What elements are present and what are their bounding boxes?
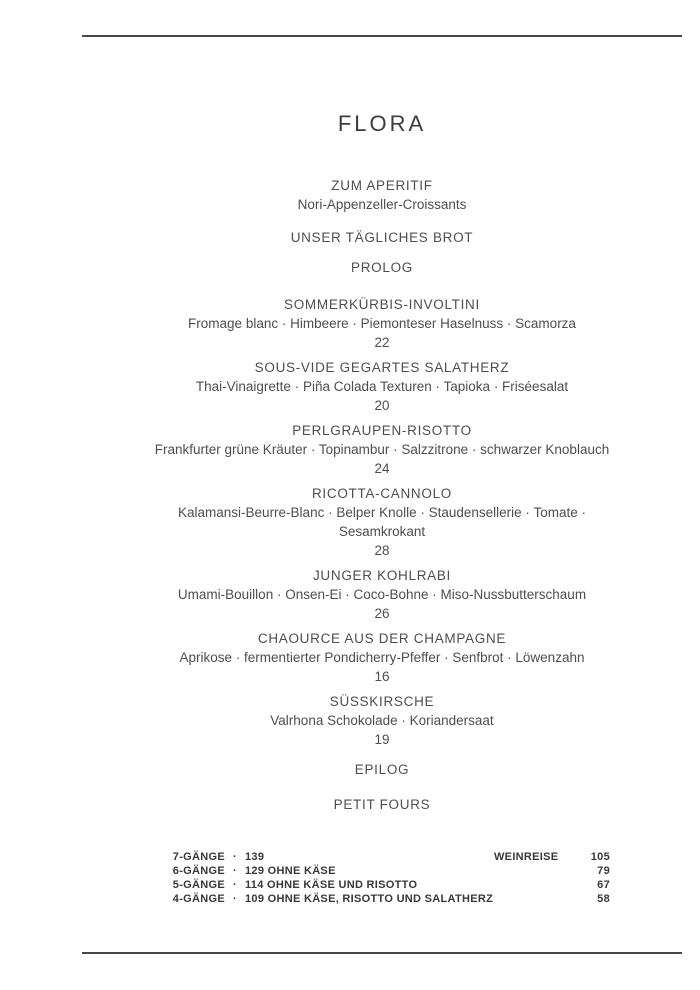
wine-pairing-price: 105 (590, 851, 610, 863)
wine-pairing-price: 58 (597, 893, 610, 905)
pricing-row (82, 864, 682, 878)
course-price: 19 (374, 732, 390, 747)
course-item (82, 566, 682, 623)
course-price: 28 (374, 543, 390, 558)
course-count-label: 7-GÄNGE (172, 851, 225, 863)
separator-dot: · (233, 865, 237, 877)
menu-page (82, 0, 682, 814)
course-description: Thai-Vinaigrette · Piña Colada Texturen · Tapioka · Friséesalat (195, 379, 569, 394)
course-name: PERLGRAUPEN-RISOTTO (292, 423, 472, 438)
course-item (82, 484, 682, 560)
intro-heading: ZUM APERITIF (331, 178, 433, 193)
course-count-label: 6-GÄNGE (172, 865, 225, 877)
course-description: Sesamkrokant (338, 524, 426, 539)
course-count-label: 5-GÄNGE (172, 879, 225, 891)
course-name: SOMMERKÜRBIS-INVOLTINI (284, 297, 480, 312)
bottom-rule (82, 952, 682, 954)
separator-dot: · (233, 879, 237, 891)
menu-price-description: 139 (245, 851, 265, 863)
intro-description: Nori-Appenzeller-Croissants (297, 197, 467, 212)
intro-section-aperitif (82, 176, 682, 214)
course-item (82, 358, 682, 415)
wine-pairing-price: 67 (597, 879, 610, 891)
course-description: Valrhona Schokolade · Koriandersaat (270, 713, 494, 728)
course-count-label: 4-GÄNGE (172, 893, 225, 905)
wine-pairing-label (494, 892, 572, 906)
pricing-row (82, 850, 682, 864)
menu-price-description: 114 OHNE KÄSE UND RISOTTO (245, 879, 418, 891)
separator-dot: · (233, 851, 237, 863)
course-name: SÜSSKIRSCHE (329, 694, 435, 709)
course-item (82, 295, 682, 352)
pricing-block (82, 850, 682, 906)
course-description: Aprikose · fermentierter Pondicherry-Pfeffer · Senfbrot · Löwenzahn (179, 650, 585, 665)
course-price: 24 (374, 461, 390, 476)
course-name: RICOTTA-CANNOLO (311, 486, 452, 501)
course-item (82, 692, 682, 749)
course-description: Fromage blanc · Himbeere · Piemonteser Haselnuss · Scamorza (188, 316, 576, 331)
wine-pairing-label (494, 864, 572, 878)
course-name: JUNGER KOHLRABI (312, 568, 452, 583)
course-price: 20 (374, 398, 390, 413)
separator-dot: · (233, 893, 237, 905)
intro-heading-brot: UNSER TÄGLICHES BROT (290, 230, 474, 245)
course-item (82, 629, 682, 686)
course-list (82, 295, 682, 749)
course-price: 26 (374, 606, 390, 621)
pricing-row (82, 878, 682, 892)
course-name: SOUS-VIDE GEGARTES SALATHERZ (254, 360, 510, 375)
menu-price-description: 129 OHNE KÄSE (245, 865, 336, 877)
menu-price-description: 109 OHNE KÄSE, RISOTTO UND SALATHERZ (245, 893, 494, 905)
course-name: CHAOURCE AUS DER CHAMPAGNE (257, 631, 507, 646)
wine-pairing-price: 79 (597, 865, 610, 877)
course-description: Frankfurter grüne Kräuter · Topinambur · Salzzitrone · schwarzer Knoblauch (154, 442, 610, 457)
pricing-row (82, 892, 682, 906)
wine-pairing-label (494, 878, 572, 892)
course-description: Kalamansi-Beurre-Blanc · Belper Knolle · Staudensellerie · Tomate · (178, 505, 586, 520)
course-description: Umami-Bouillon · Onsen-Ei · Coco-Bohne · Miso-Nussbutterschaum (177, 587, 587, 602)
course-item (82, 421, 682, 478)
outro-petit-fours: PETIT FOURS (333, 797, 431, 812)
page-title: FLORA (337, 111, 427, 136)
wine-pairing-label: WEINREISE (494, 851, 559, 863)
outro-epilog: EPILOG (354, 762, 410, 777)
course-price: 22 (374, 335, 390, 350)
intro-heading-prolog: PROLOG (351, 260, 413, 275)
course-price: 16 (374, 669, 390, 684)
